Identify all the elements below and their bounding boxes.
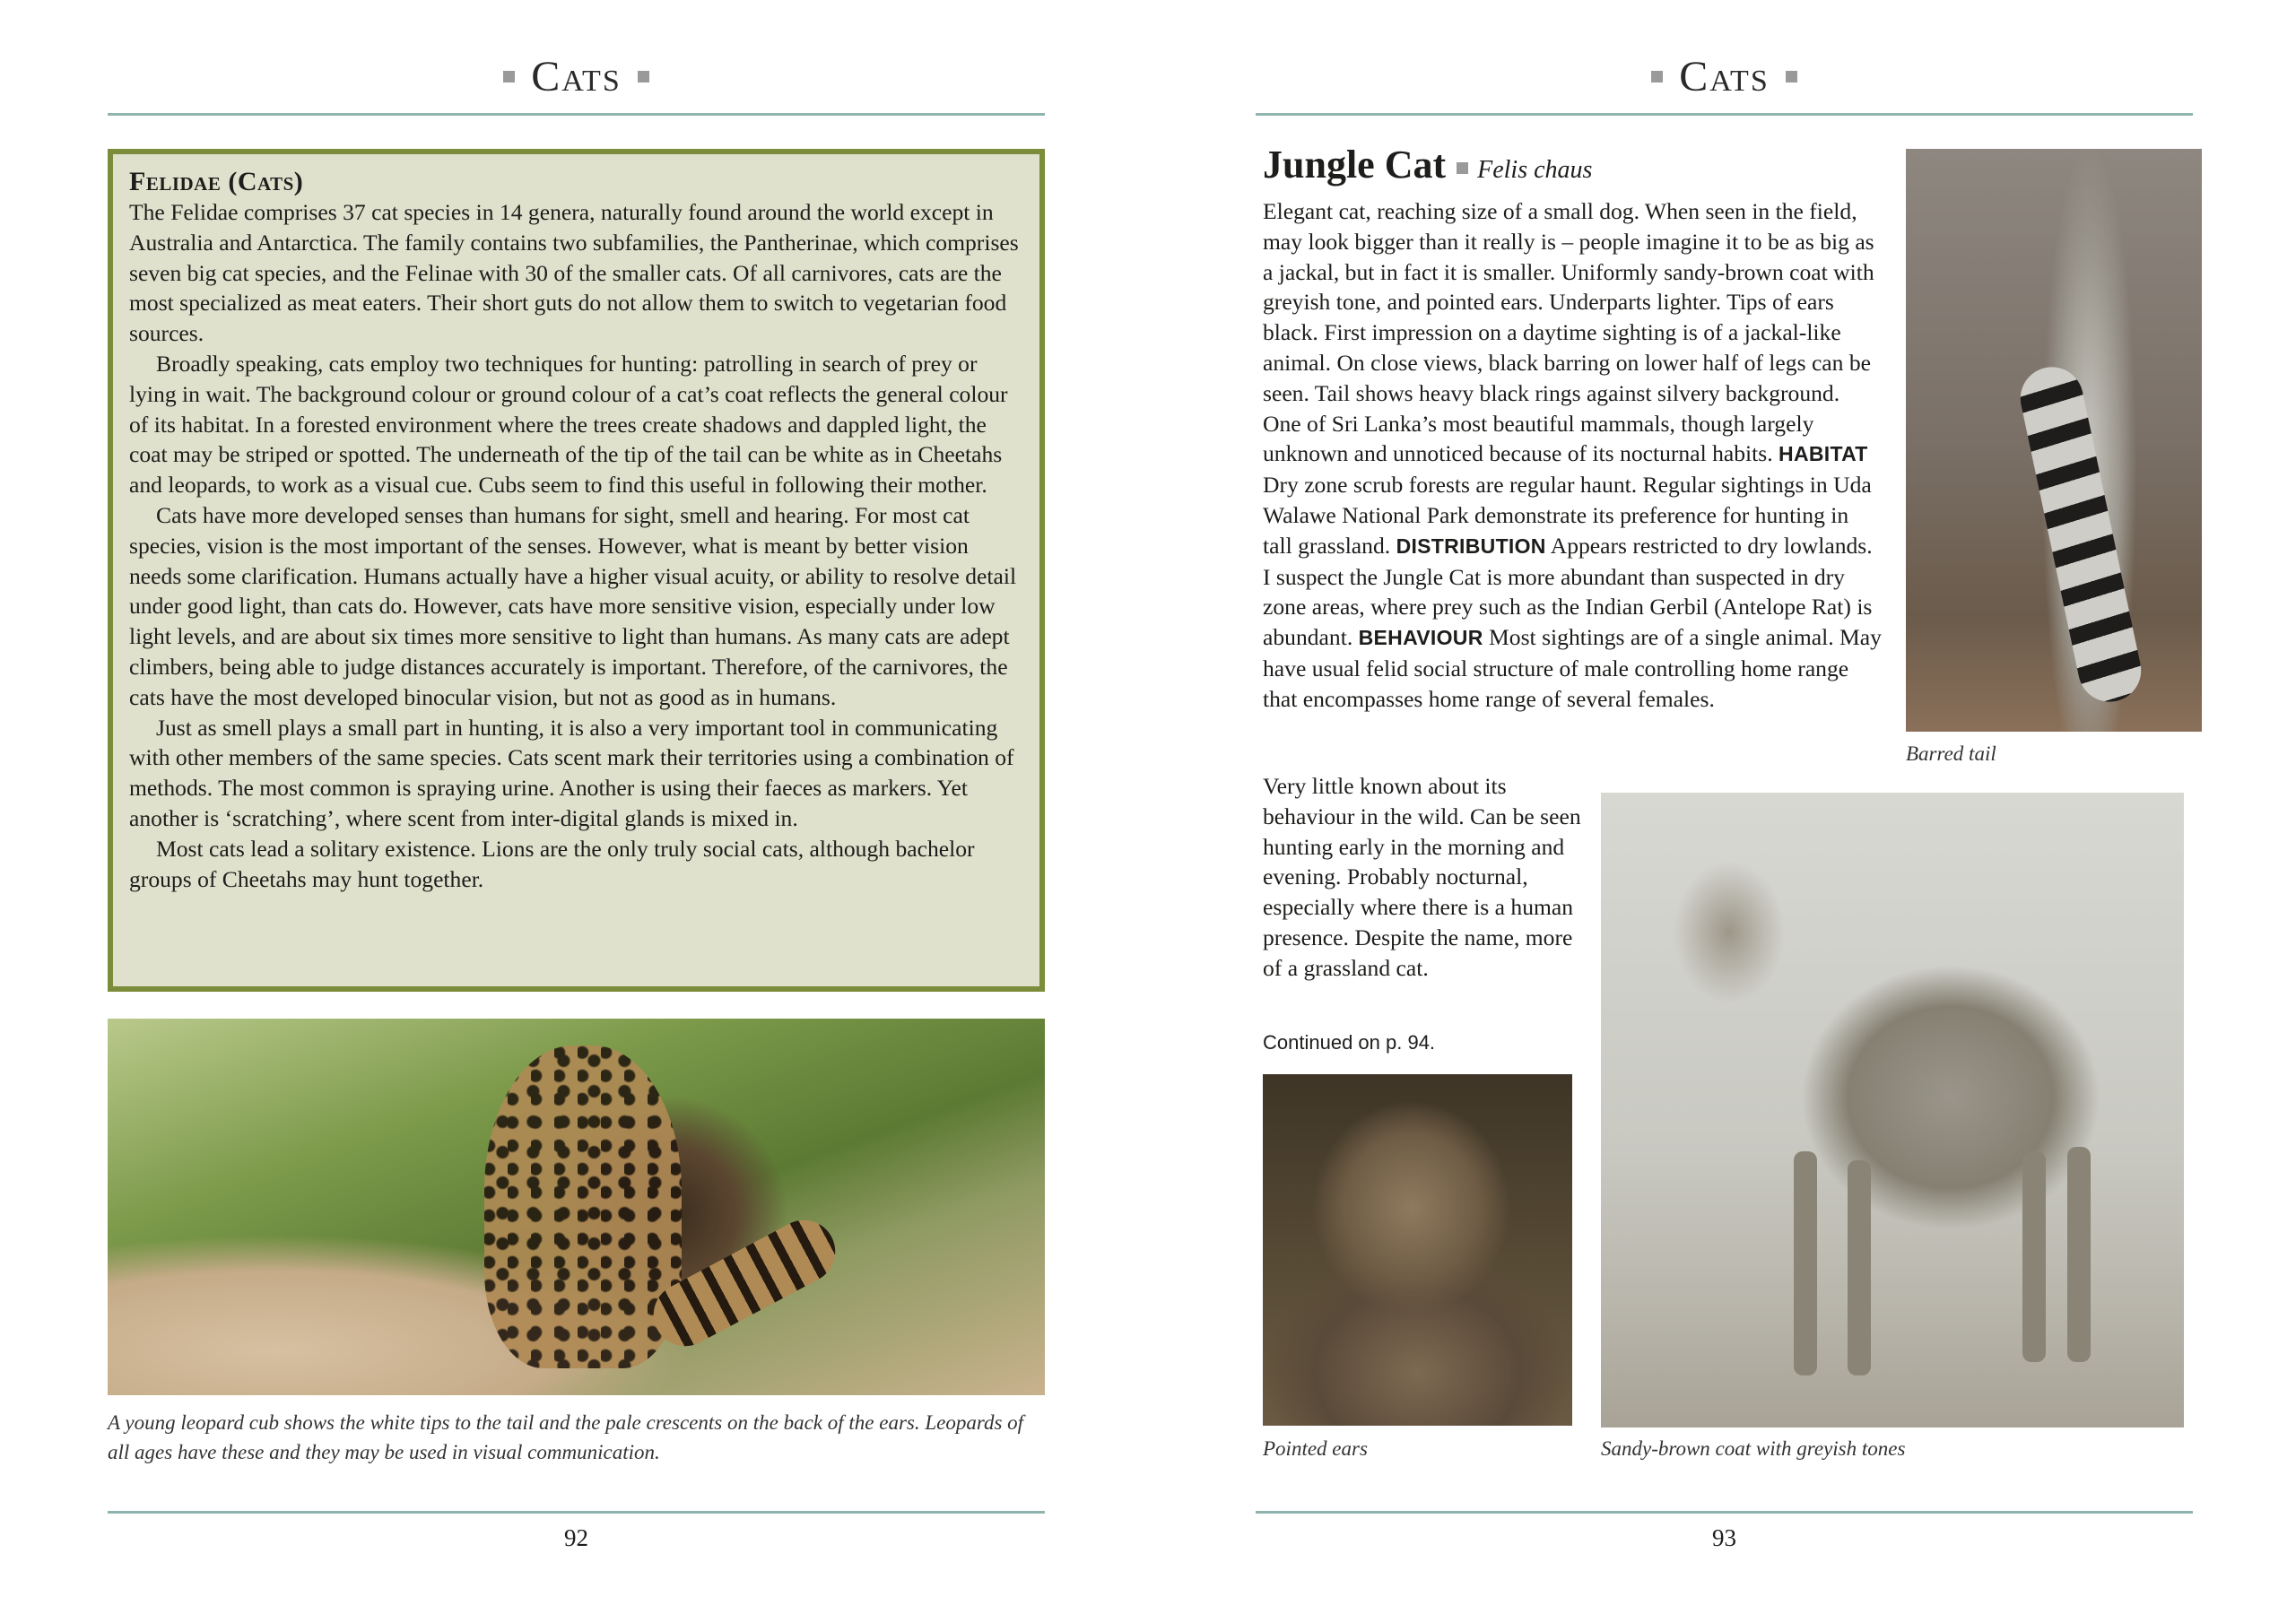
cat-leg <box>2022 1151 2046 1362</box>
running-head-text: Cats <box>531 53 622 100</box>
running-head <box>1256 52 2193 101</box>
behaviour-label: BEHAVIOUR <box>1358 626 1483 650</box>
species-latin-name: Felis chaus <box>1477 156 1593 184</box>
footer-rule <box>108 1511 1045 1514</box>
habitat-label: HABITAT <box>1779 442 1868 466</box>
square-ornament-icon <box>1457 162 1468 174</box>
continued-note: Continued on p. 94. <box>1263 1031 1436 1054</box>
box-paragraph: Just as smell plays a small part in hunting, it is also a very important tool in communicating with other members of the same species. Cats scent mark their territories using a combination of methods. The most common is spraying urine. Another is using their faeces as markers. Yet another is ‘scratching’, where scent from inter-digital glands is mixed in. <box>129 714 1014 831</box>
running-head-text: Cats <box>1679 53 1770 100</box>
species-common-name: Jungle Cat <box>1263 143 1447 187</box>
pointed-ears-photo <box>1263 1074 1572 1426</box>
leopard-photo-caption: A young leopard cub shows the white tips to the tail and the pale crescents on the back of the ears. Leopards of all ages have these and they may be used in visual communication. <box>108 1411 1024 1463</box>
leopard-body <box>484 1046 682 1368</box>
box-paragraph: Broadly speaking, cats employ two techniques for hunting: patrolling in search of prey or lying in wait. The background colour or ground colour of a cat’s coat reflects the general colour of its habitat. In a forested environment where the trees create shadows and dappled light, the coat may be striped or spotted. The underneath of the tip of the tail can be white as in Cheetahs and leopards, to work as a visual cue. Cubs seem to find this useful in following their mother. <box>129 350 1008 499</box>
header-rule <box>1256 113 2193 116</box>
species-title <box>1263 142 1592 187</box>
page-number: 92 <box>564 1524 588 1551</box>
felidae-info-box <box>108 149 1045 992</box>
ringed-tail <box>2014 361 2146 707</box>
sandy-coat-photo <box>1601 793 2184 1427</box>
box-paragraph: Most cats lead a solitary existence. Lions are the only truly social cats, although bachelor groups of Cheetahs may hunt together. <box>129 835 975 892</box>
cat-leg <box>1848 1160 1871 1375</box>
cat-leg <box>1794 1151 1817 1375</box>
sandy-coat-caption: Sandy-brown coat with greyish tones <box>1601 1437 1906 1460</box>
square-ornament-icon <box>1786 71 1797 82</box>
behaviour-text-continued: Very little known about its behaviour in the wild. Can be seen hunting early in the morning and evening. Probably nocturnal, especially where there is a human presence. Despite the name, more of a grassland cat. <box>1263 773 1581 981</box>
behaviour-text: Most sightings are of a single animal. May have usual felid social structure of male controlling home range that encompasses home range of several females. <box>1263 624 1882 712</box>
distribution-text: Appears restricted to dry lowlands. I suspect the Jungle Cat is more abundant than suspected in dry zone areas, where prey such as the Indian Gerbil (Antelope Rat) is abundant. <box>1263 532 1873 651</box>
right-page <box>1148 0 2296 1614</box>
description-paragraph <box>1263 196 1882 715</box>
cat-leg <box>2067 1147 2091 1362</box>
square-ornament-icon <box>503 71 515 82</box>
square-ornament-icon <box>1651 71 1663 82</box>
running-head <box>108 52 1045 101</box>
box-paragraph: The Felidae comprises 37 cat species in 14 genera, naturally found around the world except in Australia and Antarctica. The family contains two subfamilies, the Pantherinae, which comprises seven big cat species, and the Felinae with 30 of the smaller cats. Of all carnivores, cats are the most specialized as meat eaters. Their short guts do not allow them to switch to vegetarian food sources. <box>129 199 1019 347</box>
habitat-text: Dry zone scrub forests are regular haunt. Regular sightings in Uda Walawe National Park demonstrate its preference for hunting in tall grassland. <box>1263 472 1872 559</box>
species-description-continued <box>1263 771 1586 984</box>
distribution-label: DISTRIBUTION <box>1396 534 1546 558</box>
page-number: 93 <box>1712 1524 1736 1551</box>
square-ornament-icon <box>638 71 649 82</box>
barred-tail-photo <box>1906 149 2202 732</box>
barred-tail-caption: Barred tail <box>1906 742 1996 765</box>
leopard-cub-photo <box>108 1019 1045 1395</box>
footer-rule <box>1256 1511 2193 1514</box>
pointed-ears-caption: Pointed ears <box>1263 1437 1368 1460</box>
species-description <box>1263 196 1882 715</box>
box-paragraph: Cats have more developed senses than humans for sight, smell and hearing. For most cat species, vision is the most important of the senses. However, what is meant by better vision needs some clarification. Humans actually have a higher visual acuity, or ability to resolve detail under good light, than cats do. However, cats have more sensitive vision, especially under low light levels, and are about six times more sensitive to light than humans. As many cats are adept climbers, being able to judge distances accurately is important. Therefore, of the carnivores, the cats have the most developed binocular vision, but not as good as in humans. <box>129 501 1017 710</box>
header-rule <box>108 113 1045 116</box>
intro-text: Elegant cat, reaching size of a small dog. When seen in the field, may look bigger than it really is – people imagine it to be as big as a jackal, but in fact it is smaller. Uniformly sandy-brown coat with greyish tone, and pointed ears. Underparts lighter. Tips of ears black. First impression on a daytime sighting is of a jackal-like animal. On close views, black barring on lower half of legs can be seen. Tail shows heavy black rings against silvery background. One of Sri Lanka’s most beautiful mammals, though largely unknown and unnoticed because of its nocturnal habits. <box>1263 198 1874 467</box>
box-heading: Felidae (Cats) <box>129 167 304 196</box>
